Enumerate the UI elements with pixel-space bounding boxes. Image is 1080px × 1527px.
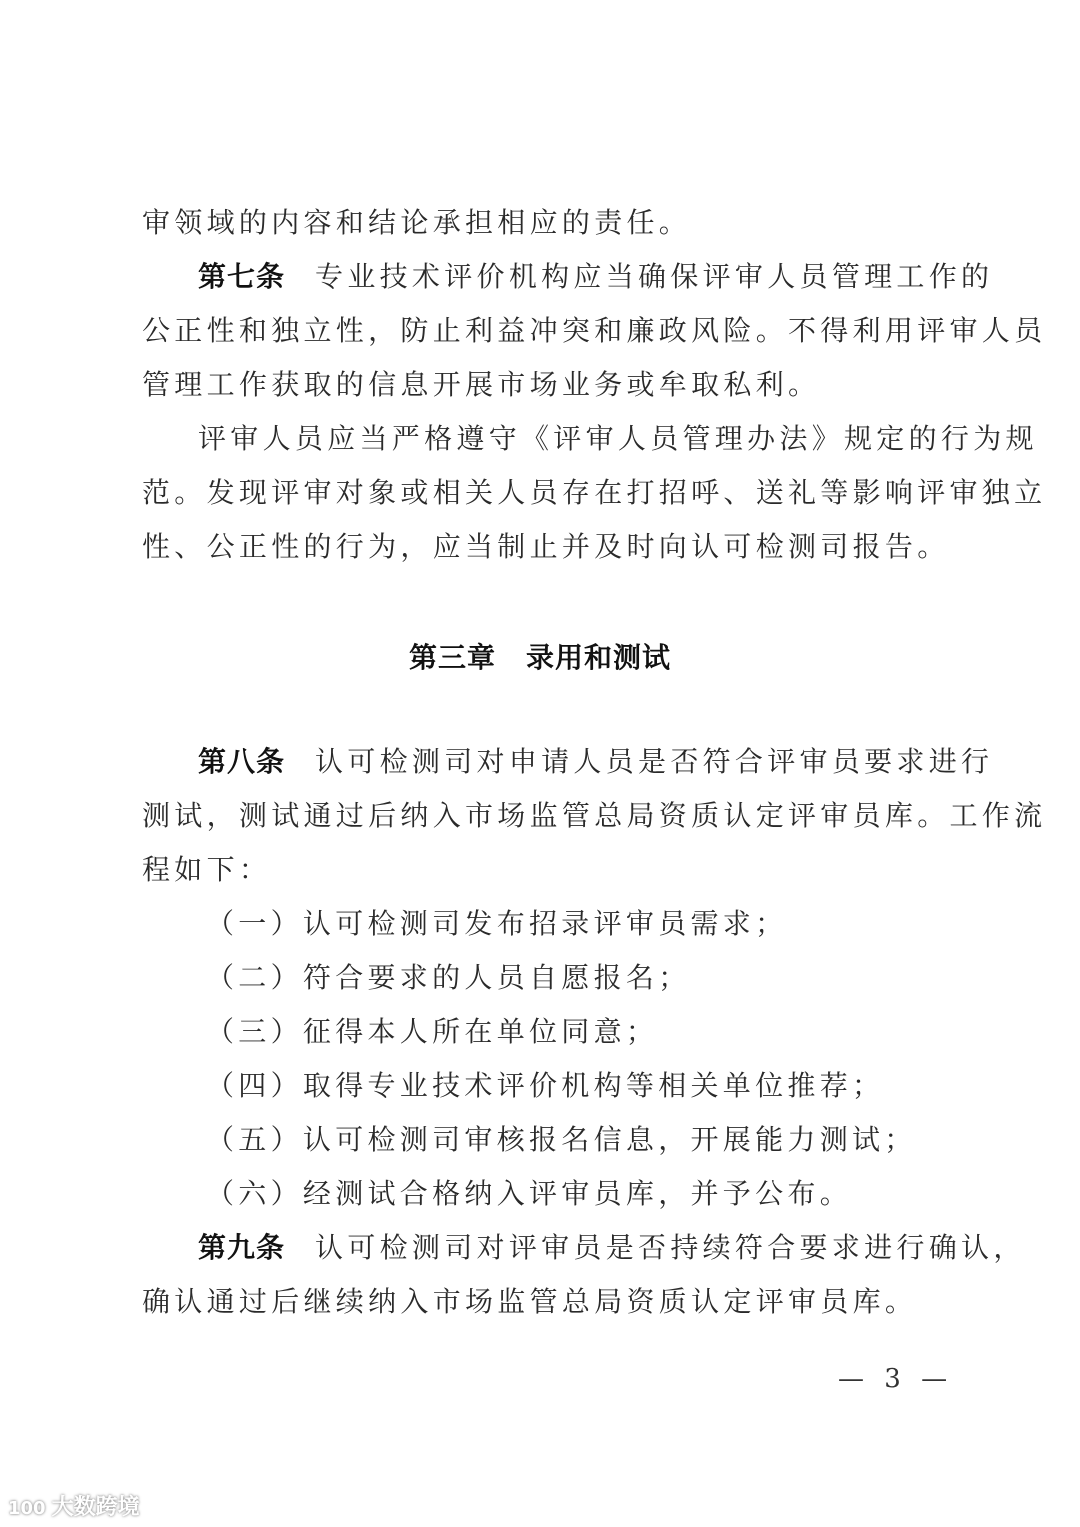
article-9-line-1: 第九条 认可检测司对评审员是否持续符合要求进行确认， [198,1231,1026,1264]
chapter-title: 录用和测试 [526,641,672,674]
page-number: — 3 — [838,1364,954,1394]
list-item: （六）经测试合格纳入评审员库，并予公布。 [206,1177,853,1210]
article-7-line-3: 管理工作获取的信息开展市场业务或牟取私利。 [142,368,821,401]
list-item: （四）取得专业技术评价机构等相关单位推荐； [206,1069,885,1102]
chapter-number: 第三章 [408,641,496,674]
list-item: （一）认可检测司发布招录评审员需求； [206,907,788,940]
article-7-line-1: 第七条 专业技术评价机构应当确保评审人员管理工作的 [198,260,994,293]
list-item: （三）征得本人所在单位同意； [206,1015,659,1048]
article-7-para2-line-2: 范。发现评审对象或相关人员存在打招呼、送礼等影响评审独立 [142,476,1047,509]
article-8-line-3: 程如下： [142,853,272,886]
watermark-text: 大数跨境 [51,1495,140,1520]
article-8-line-2: 测试，测试通过后纳入市场监管总局资质认定评审员库。工作流 [142,799,1047,832]
logo-icon: 100 [8,1498,46,1519]
list-item: （五）认可检测司审核报名信息，开展能力测试； [206,1123,917,1156]
article-7-para2-line-3: 性、公正性的行为，应当制止并及时向认可检测司报告。 [142,530,950,563]
watermark [8,1490,140,1521]
article-7-line-2: 公正性和独立性，防止利益冲突和廉政风险。不得利用评审人员 [142,314,1047,347]
article-9-line-2: 确认通过后继续纳入市场监管总局资质认定评审员库。 [142,1285,918,1318]
article-9-label: 第九条 [198,1231,286,1264]
article-8-label: 第八条 [198,745,286,778]
article-7-para2-line-1: 评审人员应当严格遵守《评审人员管理办法》规定的行为规 [198,422,1038,455]
article-8-line-1: 第八条 认可检测司对申请人员是否符合评审员要求进行 [198,745,994,778]
list-item: （二）符合要求的人员自愿报名； [206,961,691,994]
chapter-heading [0,636,1080,676]
paragraph-line: 审领域的内容和结论承担相应的责任。 [142,206,692,239]
article-7-label: 第七条 [198,260,286,293]
